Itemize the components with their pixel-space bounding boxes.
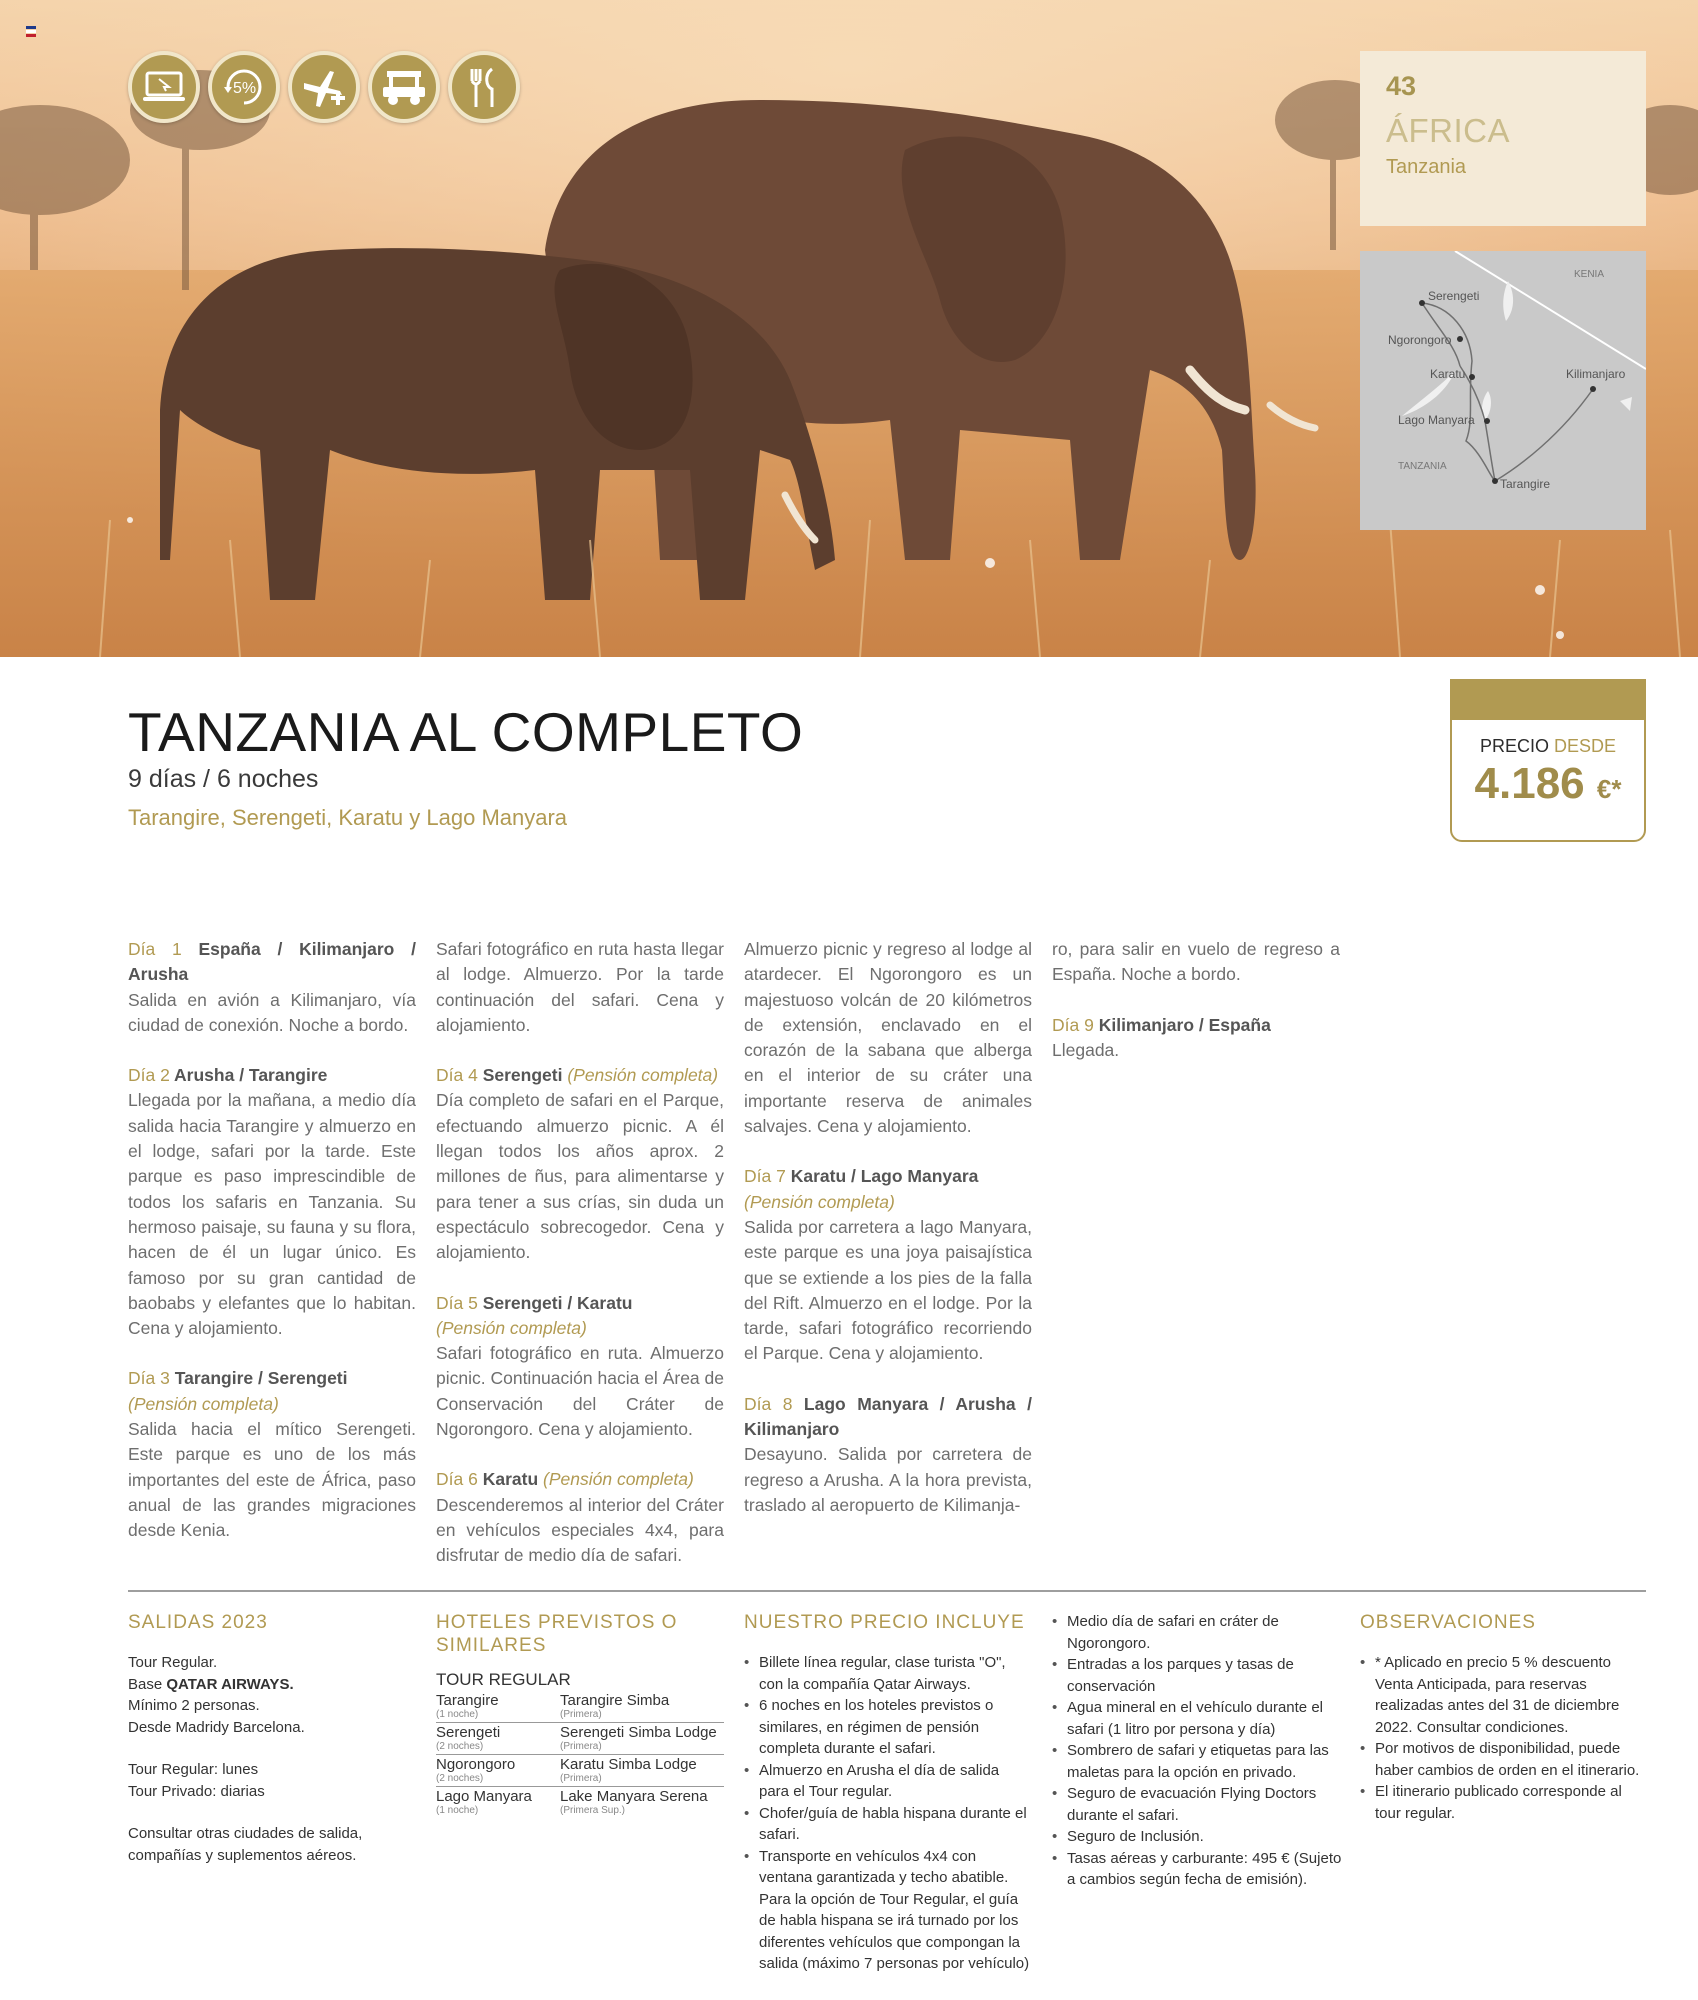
day-text: Almuerzo picnic y regreso al lodge al atardecer. El Ngorongoro es un majestuoso volcán de 20 kilómetros de extensión, enclavado en el corazón de la sabana que alberga en el interior de su cráter una importante reserva de animales salvajes. Cena y alojamiento. xyxy=(744,939,1032,1137)
day-9 xyxy=(1052,1013,1340,1064)
hotel-place-cell xyxy=(436,1786,560,1818)
hoteles-subtitle: TOUR REGULAR xyxy=(436,1670,571,1689)
day-place: Karatu / Lago Manyara xyxy=(790,1166,979,1187)
salidas-title: SALIDAS 2023 xyxy=(128,1612,268,1633)
hotel-place: Ngorongoro xyxy=(436,1755,516,1773)
spanish-flag-icon xyxy=(26,26,36,36)
price-amount: 4.186 xyxy=(1474,759,1585,808)
day-text: Llegada. xyxy=(1052,1039,1120,1060)
day-place: Lago Manyara / Arusha / Kilimanjaro xyxy=(744,1393,1032,1440)
observaciones-section xyxy=(1360,1611,1646,1824)
day-number: Día 9 xyxy=(1052,1014,1094,1035)
day-3 xyxy=(128,1366,416,1543)
day-number: Día 1 xyxy=(128,939,182,959)
day-place: Serengeti xyxy=(482,1065,563,1086)
salidas-line: Mínimo 2 personas. xyxy=(128,1697,260,1714)
hotel-place-cell xyxy=(436,1754,560,1786)
day-7 xyxy=(744,1164,1032,1366)
hotel-nights: (2 noches) xyxy=(436,1772,484,1784)
hotel-row xyxy=(436,1722,724,1754)
list-item: • Entradas a los parques y tasas de conservación xyxy=(1052,1654,1344,1697)
day-pension: (Pensión completa) xyxy=(567,1065,719,1086)
hotel-row xyxy=(436,1786,724,1818)
hotel-category: (Primera Sup.) xyxy=(560,1804,626,1816)
day-number: Día 8 xyxy=(744,1393,793,1414)
continent-label: ÁFRICA xyxy=(1386,112,1511,149)
day-place: Kilimanjaro / España xyxy=(1098,1014,1271,1035)
price-label xyxy=(1452,736,1644,757)
feature-icons xyxy=(128,51,520,123)
route-map xyxy=(1360,251,1646,530)
meals-included-icon xyxy=(448,51,520,123)
hotel-category: (Primera) xyxy=(560,1740,602,1752)
incluye-title: NUESTRO PRECIO INCLUYE xyxy=(744,1612,1025,1633)
itinerary-column-4 xyxy=(1052,937,1340,1088)
country-label: Tanzania xyxy=(1386,156,1467,178)
incluye-list-continued xyxy=(1052,1611,1344,1891)
itinerary-column-1 xyxy=(128,937,416,1569)
day-text: Descenderemos al interior del Cráter en vehículos especiales 4x4, para disfrutar de medio día de safari. xyxy=(436,1494,724,1566)
list-item: • Almuerzo en Arusha el día de salida para el Tour regular. xyxy=(744,1760,1032,1803)
day-number: Día 5 xyxy=(436,1292,478,1313)
hero-photo xyxy=(0,0,1698,657)
hotel-name: Serengeti Simba Lodge xyxy=(560,1723,717,1741)
map-label-kilimanjaro: Kilimanjaro xyxy=(1566,367,1626,381)
salidas-line: compañías y suplementos aéreos. xyxy=(128,1846,357,1864)
list-item: • 6 noches en los hoteles previstos o similares, en régimen de pensión completa durante el safari. xyxy=(744,1695,1032,1760)
salidas-section xyxy=(128,1611,416,1866)
day-place: Arusha / Tarangire xyxy=(174,1065,328,1086)
hotel-place: Tarangire xyxy=(436,1691,499,1709)
day-1 xyxy=(128,937,416,1038)
safari-vehicle-icon xyxy=(368,51,440,123)
day-text: Desayuno. Salida por carretera de regreso a Arusha. A la hora prevista, traslado al aeropuerto de Kilimanja- xyxy=(744,1444,1032,1515)
salidas-line: Tour Privado: diarias xyxy=(128,1782,265,1800)
list-item: • Por motivos de disponibilidad, puede haber cambios de orden en el itinerario. xyxy=(1360,1738,1646,1781)
day-6 xyxy=(436,1467,724,1568)
hotel-name-cell xyxy=(560,1754,724,1786)
incluye-list xyxy=(744,1652,1032,1975)
hotel-place-cell xyxy=(436,1691,560,1723)
price-box xyxy=(1450,679,1646,842)
section-divider xyxy=(128,1590,1646,1592)
tour-title: TANZANIA AL COMPLETO xyxy=(128,701,804,763)
day-pension: (Pensión completa) xyxy=(436,1317,587,1338)
hotel-name-cell xyxy=(560,1722,724,1754)
observaciones-list xyxy=(1360,1652,1646,1824)
itinerary-column-2 xyxy=(436,937,724,1594)
day-6-continued xyxy=(744,937,1032,1139)
list-item: • Seguro de evacuación Flying Doctors durante el safari. xyxy=(1052,1783,1344,1826)
list-item: • Agua mineral en el vehículo durante el safari (1 litro por persona y día) xyxy=(1052,1697,1344,1740)
list-item: • Transporte en vehículos 4x4 con ventana garantizada y techo abatible. Para la opción de Tour Regular, el guía de habla hispana se irá turnado por los diferentes vehículos que compongan la salida (máximo 7 personas por vehículo) xyxy=(744,1846,1032,1975)
observaciones-title: OBSERVACIONES xyxy=(1360,1612,1536,1633)
day-number: Día 4 xyxy=(436,1065,478,1086)
list-item: • El itinerario publicado corresponde al tour regular. xyxy=(1360,1781,1646,1824)
hotel-nights: (2 noches) xyxy=(436,1740,484,1752)
map-label-tanzania: TANZANIA xyxy=(1398,461,1447,472)
hotel-place: Lago Manyara xyxy=(436,1787,532,1805)
list-item: • Seguro de Inclusión. xyxy=(1052,1826,1344,1848)
list-item: • * Aplicado en precio 5 % descuento Venta Anticipada, para reservas realizadas antes del 31 de diciembre 2022. Consultar condiciones. xyxy=(1360,1652,1646,1738)
day-3-continued xyxy=(436,937,724,1038)
day-text: ro, para salir en vuelo de regreso a España. Noche a bordo. xyxy=(1052,939,1340,985)
day-5 xyxy=(436,1291,724,1443)
online-booking-icon xyxy=(128,51,200,123)
day-number: Día 2 xyxy=(128,1065,170,1086)
day-place: España / Kilimanjaro / Arusha xyxy=(128,939,416,985)
day-number: Día 6 xyxy=(436,1469,478,1490)
price-band xyxy=(1452,681,1644,720)
day-place: Tarangire / Serengeti xyxy=(174,1368,348,1389)
day-pension: (Pensión completa) xyxy=(744,1191,895,1212)
day-pension: (Pensión completa) xyxy=(543,1469,694,1490)
list-item: • Medio día de safari en cráter de Ngorongoro. xyxy=(1052,1611,1344,1654)
list-item: • Billete línea regular, clase turista "O", con la compañía Qatar Airways. xyxy=(744,1652,1032,1695)
hotel-category: (Primera) xyxy=(560,1708,602,1720)
day-8-continued xyxy=(1052,937,1340,988)
hotel-nights: (1 noche) xyxy=(436,1804,479,1816)
day-text: Salida por carretera a lago Manyara, este parque es una joya paisajística que se extiende a los pies de la falla del Rift. Almuerzo en el lodge. Por la tarde, safari fotográfico recorriendo el Parque. Cena y alojamiento. xyxy=(744,1216,1032,1364)
list-item: • Tasas aéreas y carburante: 495 € (Sujeto a cambios según fecha de emisión). xyxy=(1052,1848,1344,1891)
salidas-line: Tour Regular: lunes xyxy=(128,1761,259,1778)
hotel-place: Serengeti xyxy=(436,1723,501,1741)
salidas-line: Consultar otras ciudades de salida, xyxy=(128,1825,363,1842)
hoteles-title: HOTELES PREVISTOS O SIMILARES xyxy=(436,1612,678,1656)
salidas-line: Tour Regular. xyxy=(128,1654,218,1671)
price-label-desde: DESDE xyxy=(1554,736,1617,756)
incluye-section xyxy=(744,1611,1032,1975)
list-item: • Sombrero de safari y etiquetas para las maletas para la opción en privado. xyxy=(1052,1740,1344,1783)
day-place: Serengeti / Karatu xyxy=(482,1292,633,1313)
destination-card xyxy=(1360,51,1646,226)
day-text: Safari fotográfico en ruta hasta llegar al lodge. Almuerzo. Por la tarde continuación del safari. Cena y alojamiento. xyxy=(436,939,724,1035)
tour-duration: 9 días / 6 noches xyxy=(128,765,319,793)
day-text: Salida hacia el mítico Serengeti. Este parque es uno de los más importantes del este de África, paso anual de las grandes migraciones desde Kenia. xyxy=(128,1419,416,1541)
page-number: 43 xyxy=(1386,71,1417,101)
hotel-table xyxy=(436,1691,724,1818)
list-item: • Chofer/guía de habla hispana durante el safari. xyxy=(744,1803,1032,1846)
hotel-name: Lake Manyara Serena xyxy=(560,1787,708,1805)
discount-5-percent-icon xyxy=(208,51,280,123)
map-label-kenia: KENIA xyxy=(1574,269,1605,280)
map-label-lago-manyara: Lago Manyara xyxy=(1398,413,1475,427)
flight-plus-icon xyxy=(288,51,360,123)
tour-route: Tarangire, Serengeti, Karatu y Lago Manyara xyxy=(128,805,568,830)
discount-text: 5% xyxy=(233,80,257,97)
salidas-airline: Base QATAR AIRWAYS. xyxy=(128,1675,294,1693)
day-number: Día 7 xyxy=(744,1166,786,1187)
incluye-section-continued xyxy=(1052,1611,1344,1891)
day-pension: (Pensión completa) xyxy=(128,1393,279,1414)
day-2 xyxy=(128,1063,416,1341)
price-value xyxy=(1452,759,1644,809)
hotel-row xyxy=(436,1691,724,1723)
hotel-name-cell xyxy=(560,1691,724,1723)
hotel-place-cell xyxy=(436,1722,560,1754)
day-4 xyxy=(436,1063,724,1265)
map-label-ngorongoro: Ngorongoro xyxy=(1388,333,1452,347)
map-label-serengeti: Serengeti xyxy=(1428,289,1480,303)
itinerary-column-3 xyxy=(744,937,1032,1543)
price-label-precio: PRECIO xyxy=(1479,736,1549,756)
day-text: Llegada por la mañana, a medio día salida hacia Tarangire y almuerzo en el lodge, safari por la tarde. Este parque es paso imprescindible de todos los safaris en Tanzania. Su hermoso paisaje, su fauna y su flora, hacen de él un lugar único. Es famoso por su gran cantidad de baobabs y elefantes que lo habitan. Cena y alojamiento. xyxy=(128,1090,416,1339)
day-8 xyxy=(744,1392,1032,1518)
day-text: Safari fotográfico en ruta. Almuerzo picnic. Continuación hacia el Área de Conservación del Cráter de Ngorongoro. Cena y alojamiento. xyxy=(436,1343,724,1440)
map-label-karatu: Karatu xyxy=(1430,367,1466,381)
salidas-line: Desde Madridy Barcelona. xyxy=(128,1718,305,1736)
hotel-name-cell xyxy=(560,1786,724,1818)
day-number: Día 3 xyxy=(128,1368,170,1389)
hotel-row xyxy=(436,1754,724,1786)
hotel-category: (Primera) xyxy=(560,1772,602,1784)
hotel-name: Tarangire Simba xyxy=(560,1691,670,1709)
day-text: Día completo de safari en el Parque, efectuando almuerzo picnic. A él llegan todos los años aprox. 2 millones de ñus, para alimentarse y para tener a sus crías, sin duda un espectáculo sobrecogedor. Cena y alojamiento. xyxy=(436,1090,724,1263)
day-text: Salida en avión a Kilimanjaro, vía ciudad de conexión. Noche a bordo. xyxy=(128,989,416,1035)
map-label-tarangire: Tarangire xyxy=(1500,477,1551,491)
hotel-nights: (1 noche) xyxy=(436,1708,479,1720)
hoteles-section xyxy=(436,1611,724,1818)
price-currency: €* xyxy=(1596,774,1622,804)
day-place: Karatu xyxy=(482,1469,539,1490)
hotel-name: Karatu Simba Lodge xyxy=(560,1755,697,1773)
